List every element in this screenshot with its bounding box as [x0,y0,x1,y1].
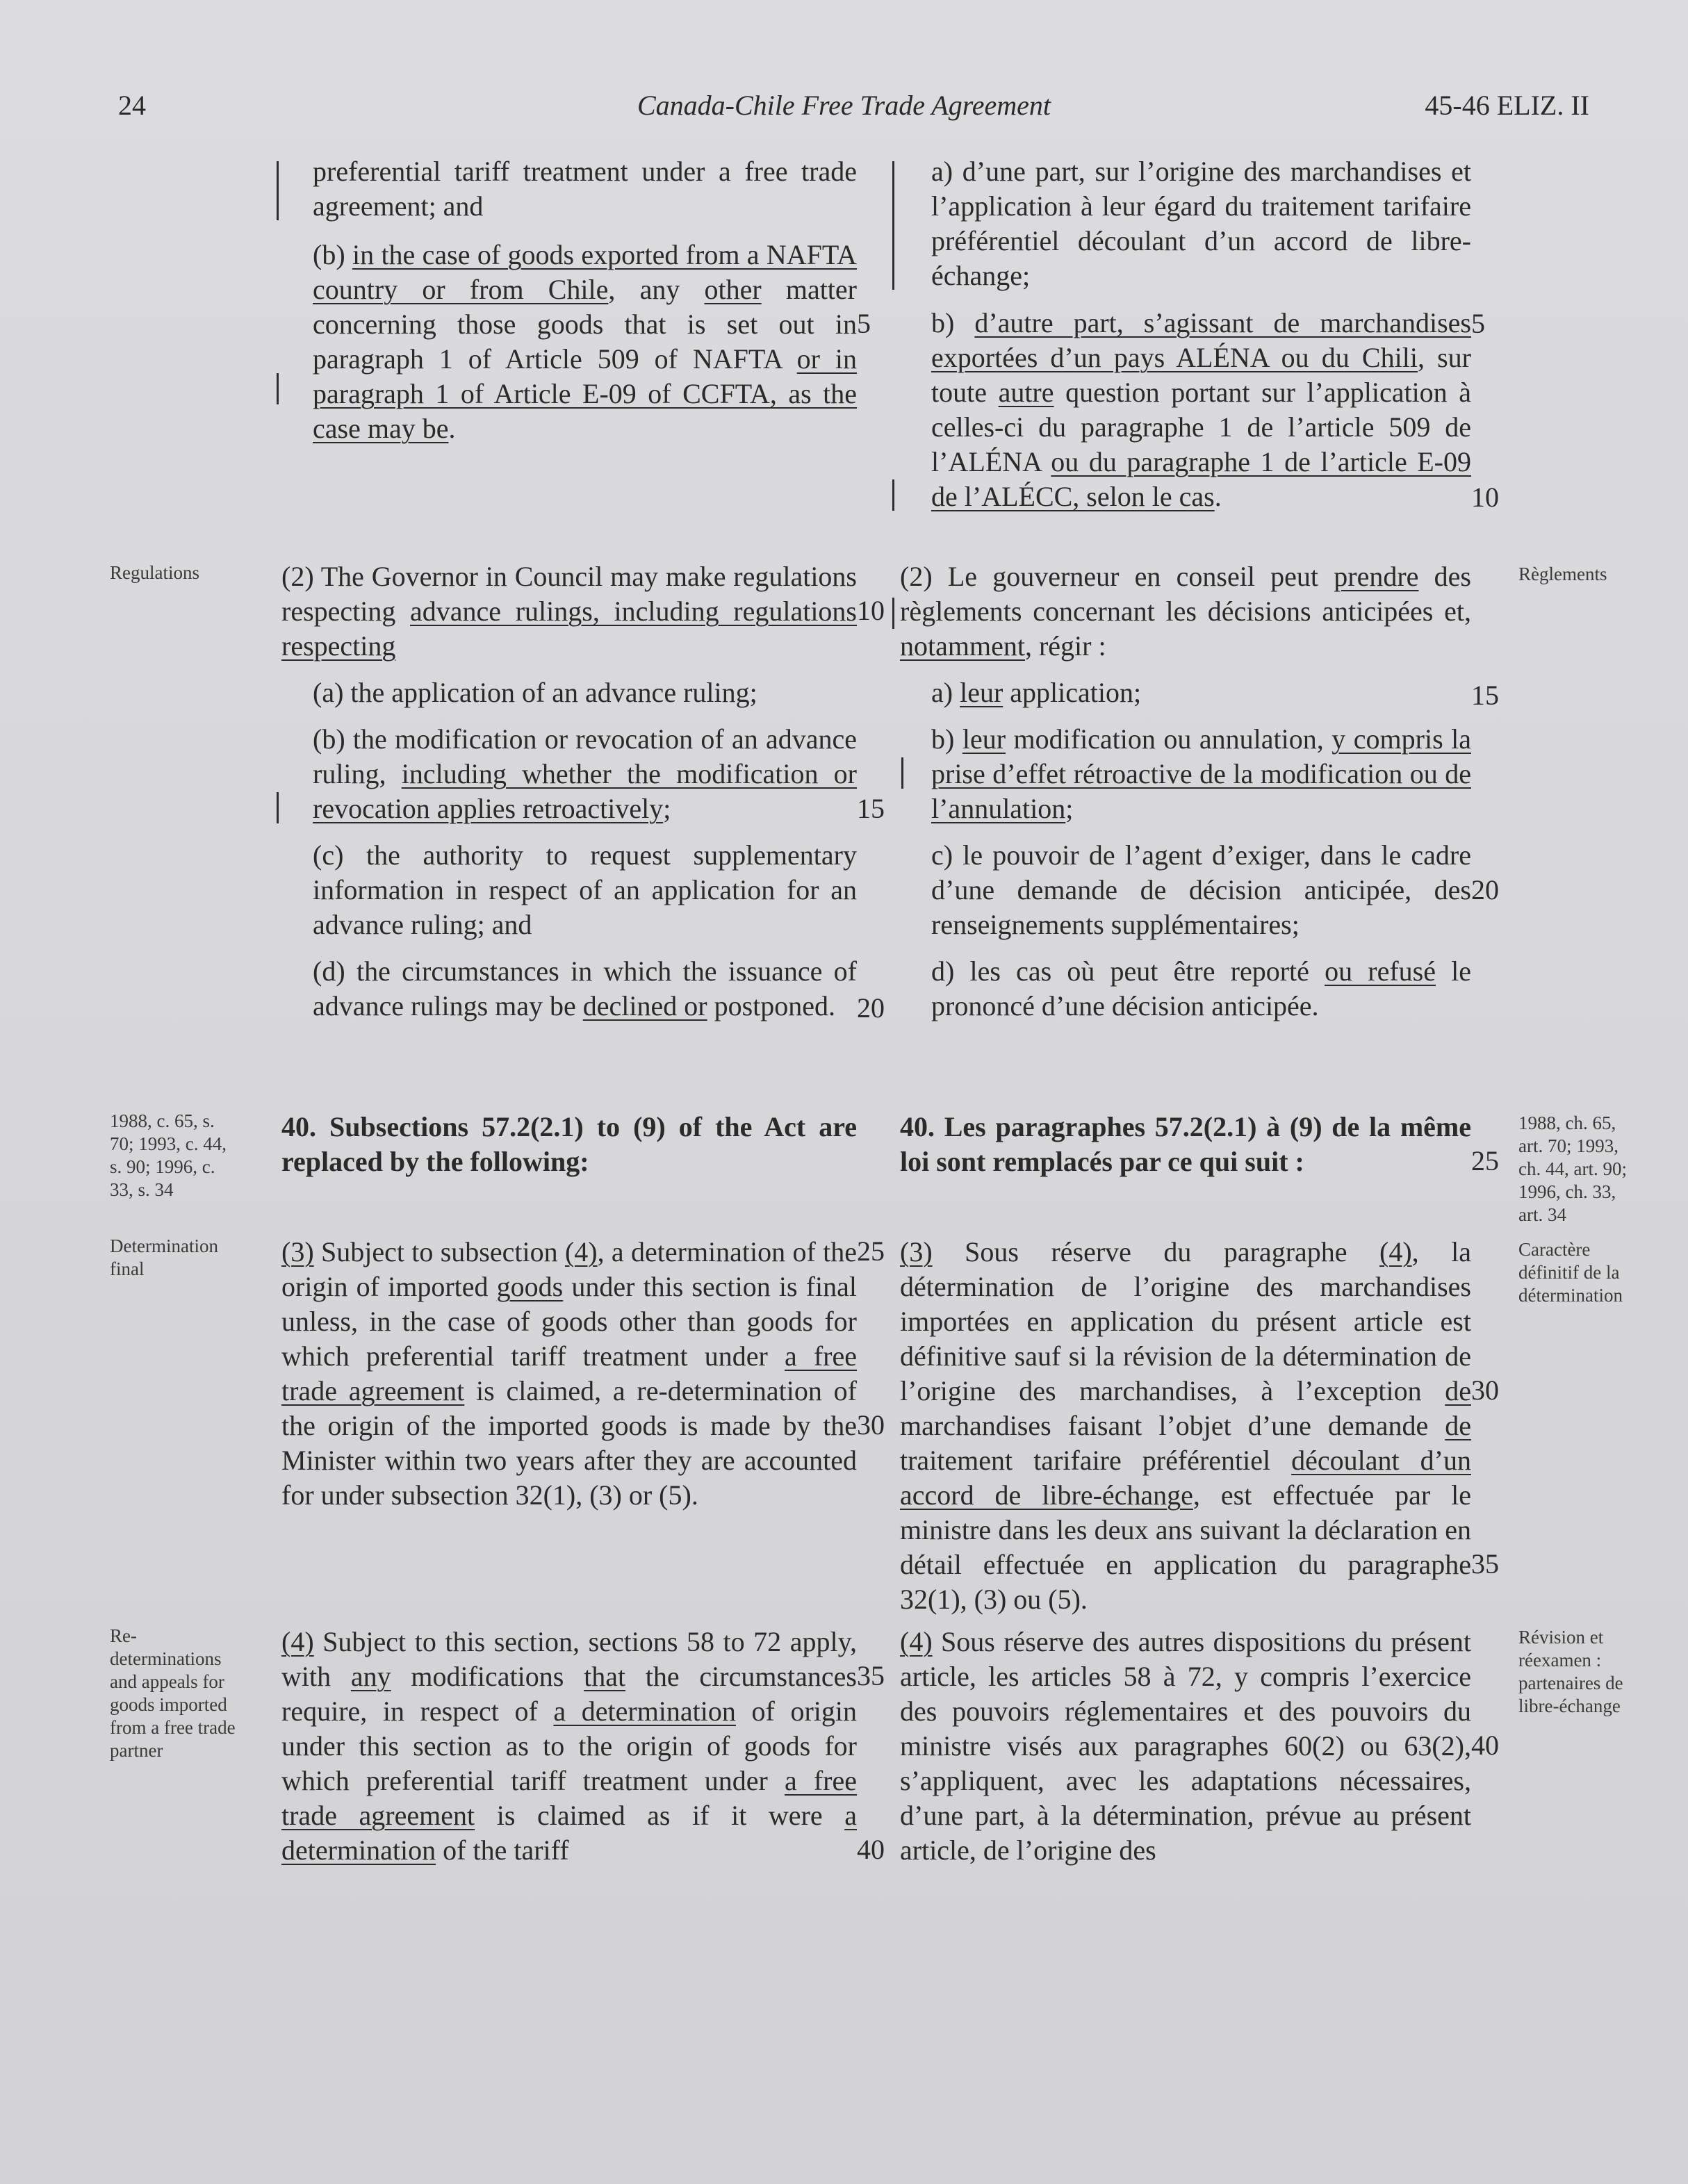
fr-reg-c: c) le pouvoir de l’agent d’exiger, dans le cadre d’une demande de décision anticipée, des renseignements supplémentaires; [931,839,1471,940]
regnal-year: 45-46 ELIZ. II [1425,90,1589,121]
change-bar [277,161,279,220]
margin-note-regulations: Regulations [110,562,199,583]
french-subsection-2: (2) Le gouverneur en conseil peut prendre des règlements concernant les décisions anticipées et, notamment, régir : a) leur application; b) leur modification ou annulation, y compris la prise d’effet rétroactive de la modification ou de l’annulation; c) le pouvoir de l’agent d’exiger, dans le cadre d’une demande de décision anticipée, des renseignements supplémentaires; d) les cas où peut être reporté ou refusé le prononcé d’une décision anticipée. [900,559,1471,1024]
fr-line-number: 25 [1471,1145,1499,1176]
fr-line-number: 10 [1471,482,1499,513]
en-line-number: 5 [857,308,871,339]
english-continuation [281,154,857,446]
en-line-number: 20 [857,992,885,1024]
fr-line-number: 15 [1471,680,1499,711]
en-para-b: (b) in the case of goods exported from a NAFTA country or from Chile, any other matter concerning those goods that is set out in paragraph 1 of Article 509 of NAFTA or in paragraph 1 of Article E-09 of CCFTA, as the case may be. [313,239,858,444]
change-bar [892,598,894,629]
en-para-a-end: preferential tariff treatment under a free trade agreement; and [313,156,857,222]
en-line-number: 40 [857,1834,885,1865]
fr-subsection-4: (4) Sous réserve des autres dispositions du présent article, les articles 58 à 72, y compris l’exercice des pouvoirs réglementaires et des pouvoirs du ministre visés aux paragraphes 60(2) ou 63(2), s’appliquent, avec les adaptations nécessaires, d’une part, à la détermination, prévue au présent article, de l’origine des [900,1626,1471,1866]
change-bar [892,161,894,290]
fr-line-number: 35 [1471,1548,1499,1579]
en-item-b: (b) the modification or revocation of an advance ruling, including whether the modification or revocation applies retroactively; [313,723,857,824]
change-bar [277,373,279,404]
fr-reg-a: a) leur application; [931,677,1142,708]
en-subsection-4: (4) Subject to this section, sections 58 to 72 apply, with any modifications that the circumstances require, in respect of a determination of origin under this section as to the origin of goods for which preferential tariff treatment under a free trade agreement is claimed as if it were a determination of the tariff [281,1626,858,1866]
change-bar [277,792,279,823]
margin-note-citation-en: 1988, c. 65, s. 70; 1993, c. 44, s. 90; 1996, c. 33, s. 34 [110,1110,227,1200]
english-subsection-2 [281,559,857,1024]
running-title: Canada-Chile Free Trade Agreement [637,90,1051,121]
en-item-c: (c) the authority to request supplementary information in respect of an application for an advance ruling; and [313,839,857,940]
change-bar [892,479,894,511]
page-number: 24 [118,90,146,121]
fr-line-number: 5 [1471,308,1485,339]
margin-note-redeterminations: Re-determinations and appeals for goods imported from a free trade partner [110,1625,236,1761]
en-line-number: 25 [857,1235,885,1267]
en-s2-intro: (2) The Governor in Council may make regulations respecting advance rulings, including regulations respecting [281,561,857,662]
margin-note-caractere-definitif: Caractère définitif de la détermination [1518,1239,1623,1306]
margin-note-revision-reexamen: Révision et réexamen : partenaires de libre-échange [1518,1627,1623,1716]
en-line-number: 15 [857,793,885,824]
fr-clause-heading: 40. Les paragraphes 57.2(2.1) à (9) de la même loi sont remplacés par ce qui suit : [900,1111,1471,1177]
en-item-a: (a) the application of an advance ruling; [313,677,757,708]
en-subsection-3: (3) Subject to subsection (4), a determination of the origin of imported goods under this section is final unless, in the case of goods other than goods for which preferential tariff treatment under a free trade agreement is claimed, a re-determination of the origin of the imported goods is made by the Minister within two years after they are accounted for under subsection 32(1), (3) or (5). [281,1236,858,1511]
en-line-number: 35 [857,1660,885,1691]
fr-line-number: 30 [1471,1374,1499,1406]
margin-note-citation-fr: 1988, ch. 65, art. 70; 1993, ch. 44, art. 90; 1996, ch. 33, art. 34 [1518,1112,1627,1225]
margin-note-reglements: Règlements [1518,564,1607,584]
fr-line-number: 20 [1471,874,1499,905]
fr-item-b: b) d’autre part, s’agissant de marchandises exportées d’un pays ALÉNA ou du Chili, sur toute autre question portant sur l’application à celles-ci du paragraphe 1 de l’article 509 de l’ALÉNA ou du paragraphe 1 de l’article E-09 de l’ALÉCC, selon le cas. [931,307,1472,512]
fr-line-number: 40 [1471,1730,1499,1761]
fr-subsection-3: (3) Sous réserve du paragraphe (4), la détermination de l’origine des marchandises importées en application du présent article est définitive sauf si la révision de la détermination de l’origine des marchandises, à l’exception de marchandises faisant l’objet d’une demande de traitement tarifaire préférentiel découlant d’un accord de libre-échange, est effectuée par le ministre dans les deux ans suivant la déclaration en détail effectuée en application du paragraphe 32(1), (3) ou (5). [900,1236,1472,1615]
en-clause-heading: 40. Subsections 57.2(2.1) to (9) of the Act are replaced by the following: [281,1111,857,1177]
french-continuation [900,154,1471,514]
fr-reg-d: d) les cas où peut être reporté ou refusé le prononcé d’une décision anticipée. [931,955,1472,1021]
en-line-number: 30 [857,1409,885,1440]
fr-item-a: a) d’une part, sur l’origine des marchandises et l’application à leur égard du traitement tarifaire préférentiel découlant d’un accord de libre-échange; [931,156,1471,291]
en-line-number: 10 [857,595,885,626]
fr-reg-b: b) leur modification ou annulation, y compris la prise d’effet rétroactive de la modification ou de l’annulation; [931,723,1471,824]
en-item-d: (d) the circumstances in which the issuance of advance rulings may be declined or postponed. [313,955,857,1021]
margin-note-determination-final: Determination final [110,1235,218,1279]
